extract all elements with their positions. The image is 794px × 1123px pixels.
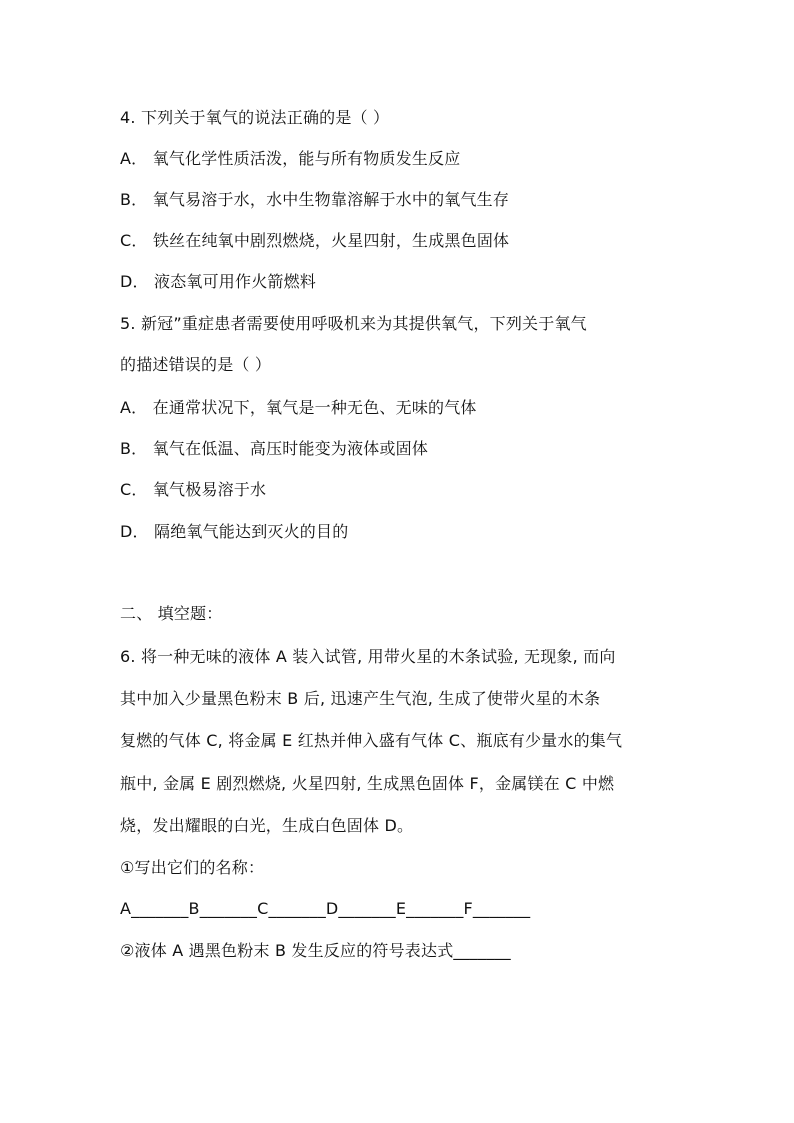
question-5-option-a: A． 在通常状况下，氧气是一种无色、无味的气体 <box>120 398 477 417</box>
question-4-option-c: C． 铁丝在纯氧中剧烈燃烧，火星四射，生成黑色固体 <box>120 231 510 250</box>
question-5-stem-line1: 5. 新冠”重症患者需要使用呼吸机来为其提供氧气，下列关于氧气 <box>120 314 587 333</box>
question-5-option-c: C． 氧气极易溶于水 <box>120 480 267 499</box>
question-6-line3: 复燃的气体 C, 将金属 E 红热并伸入盛有气体 C、瓶底有少量水的集气 <box>120 731 623 750</box>
question-4-stem: 4. 下列关于氧气的说法正确的是（ ） <box>120 108 390 127</box>
question-6-line5: 烧，发出耀眼的白光，生成白色固体 D。 <box>120 816 414 835</box>
question-5-option-b: B． 氧气在低温、高压时能变为液体或固体 <box>120 439 429 458</box>
question-6-line1: 6. 将一种无味的液体 A 装入试管, 用带火星的木条试验, 无现象, 而向 <box>120 647 616 666</box>
question-6-subquestion-1: ①写出它们的名称： <box>120 858 265 877</box>
question-4-option-b: B． 氧气易溶于水，水中生物靠溶解于水中的氧气生存 <box>120 190 510 209</box>
question-4-option-d: D． 液态氧可用作火箭燃料 <box>120 272 317 291</box>
section-heading: 二、 填空题： <box>120 604 223 623</box>
question-4-option-a: A． 氧气化学性质活泼，能与所有物质发生反应 <box>120 149 461 168</box>
question-6-line2: 其中加入少量黑色粉末 B 后, 迅速产生气泡, 生成了使带火星的木条 <box>120 689 601 708</box>
question-5-option-d: D． 隔绝氧气能达到灭火的目的 <box>120 522 349 541</box>
question-6-subquestion-2: ②液体 A 遇黑色粉末 B 发生反应的符号表达式_______ <box>120 941 511 960</box>
question-6-answer-blanks: A_______B_______C_______D_______E_______F_______ <box>120 899 531 918</box>
question-5-stem-line2: 的描述错误的是（ ） <box>120 355 272 374</box>
question-6-line4: 瓶中, 金属 E 剧烈燃烧, 火星四射, 生成黑色固体 F，金属镁在 C 中燃 <box>120 774 615 793</box>
